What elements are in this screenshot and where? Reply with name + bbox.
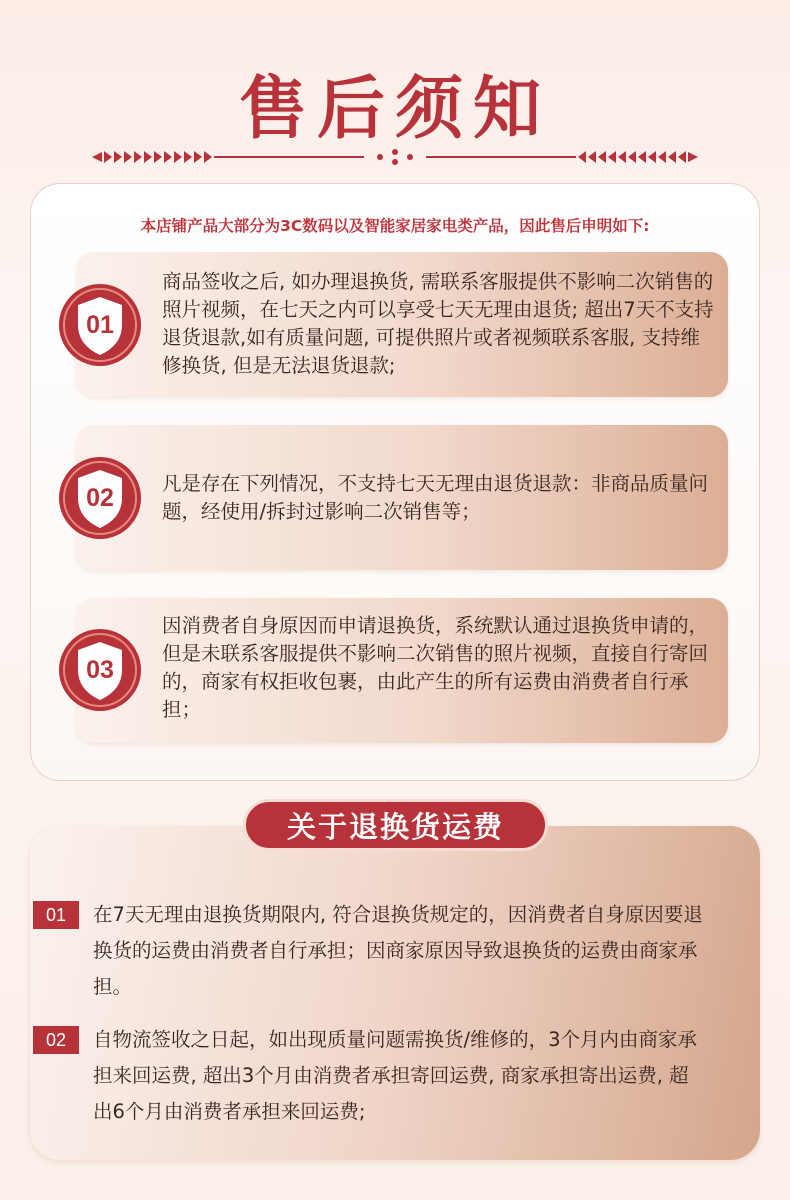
badge-number: 01 bbox=[86, 310, 114, 339]
fee-item-text: 在7天无理由退换货期限内, 符合退换货规定的，因消费者自身原因要退换货的运费由消费者自行承担；因商家原因导致退换货的运费由商家承担。 bbox=[93, 903, 703, 998]
rule-text: 凡是存在下列情况，不支持七天无理由退货退款：非商品质量问题，经使用/拆封过影响二次销售等； bbox=[162, 472, 709, 523]
shield-badge-icon bbox=[58, 628, 142, 712]
badge-number: 02 bbox=[86, 483, 114, 512]
rule-text: 商品签收之后, 如办理退换货, 需联系客服提供不影响二次销售的照片视频，在七天之内可以享受七天无理由退货; 超出7天不支持退货退款,如有质量问题, 可提供照片或者视频联系客服, 支持维修换货, 但是无法退货退款; bbox=[162, 270, 714, 377]
rule-text: 因消费者自身原因而申请退换货，系统默认通过退换货申请的，但是未联系客服提供不影响二次销售的照片视频，直接自行寄回的，商家有权拒收包裹，由此产生的所有运费由消费者自行承担； bbox=[162, 614, 709, 721]
intro-text: 本店铺产品大部分为3C数码以及智能家居家电类产品，因此售后申明如下: bbox=[140, 217, 650, 235]
shield-badge-icon bbox=[58, 456, 142, 540]
page-title: 售后须知 bbox=[238, 70, 551, 149]
badge-number: 03 bbox=[86, 655, 114, 684]
fee-item-text: 自物流签收之日起，如出现质量问题需换货/维修的，3个月内由商家承担来回运费, 超出3个月由消费者承担寄回运费, 商家承担寄出运费, 超出6个月由消费者承担来回运费; bbox=[93, 1028, 697, 1123]
shield-badge-icon bbox=[58, 283, 142, 367]
section-title-shipping-fee: 关于退换货运费 bbox=[243, 799, 548, 851]
fee-item-number: 02 bbox=[33, 1026, 79, 1054]
fee-item-number: 01 bbox=[33, 901, 79, 929]
floral-divider-icon bbox=[90, 145, 700, 169]
